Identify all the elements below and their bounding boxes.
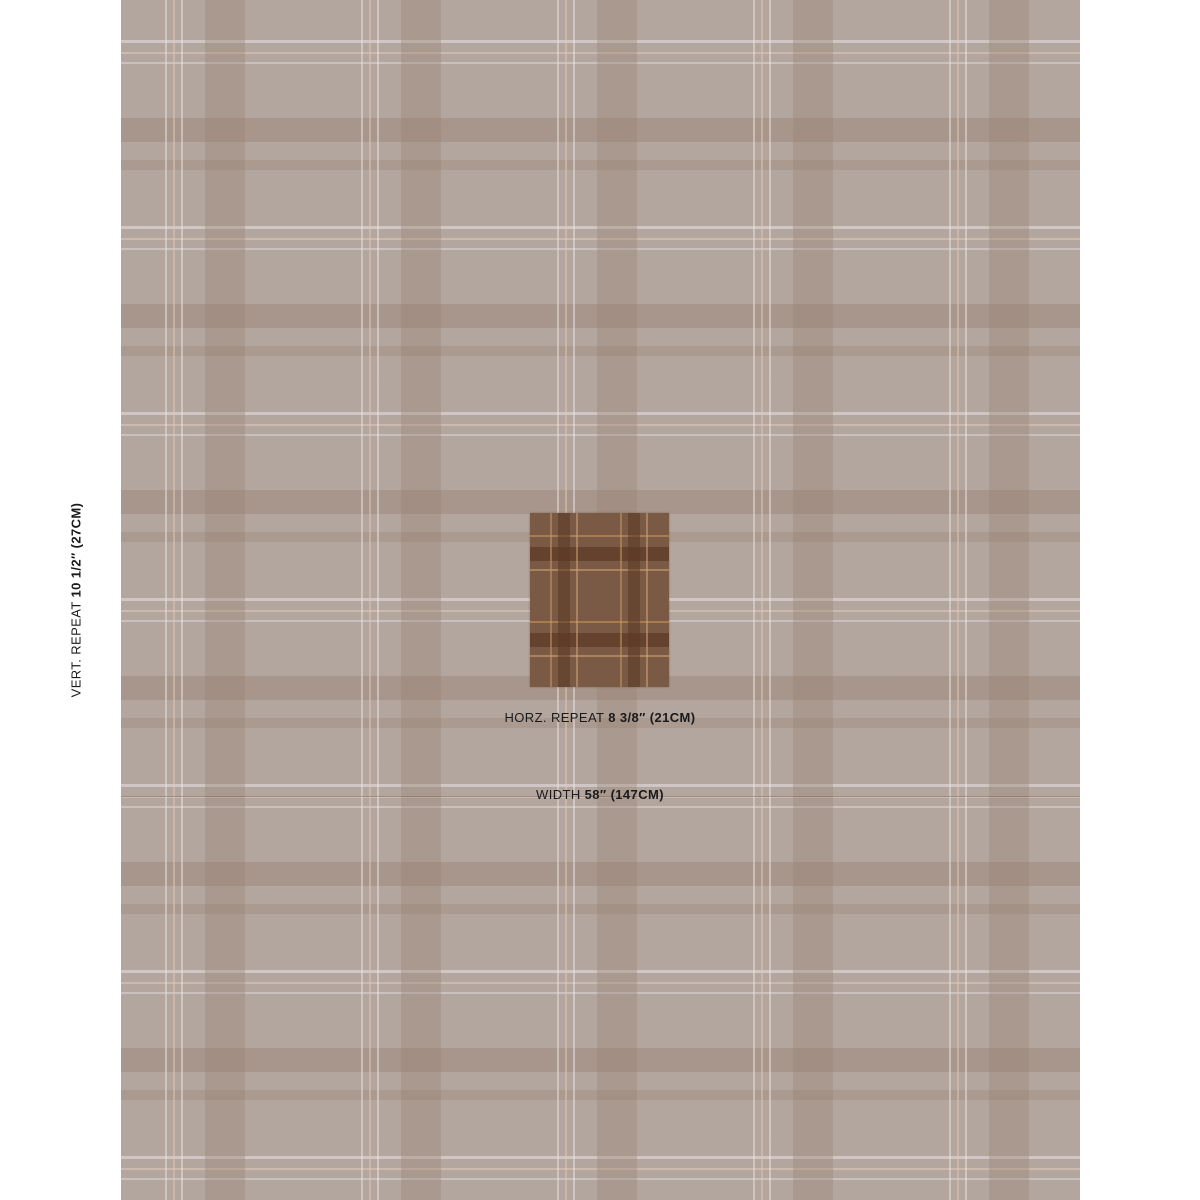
horizontal-repeat-label [0, 710, 1200, 725]
vertical-repeat-value: 10 1/2″ (27CM) [68, 502, 84, 598]
vertical-repeat-prefix: VERT. REPEAT [68, 597, 84, 698]
vertical-repeat-label [69, 503, 84, 698]
horizontal-repeat-prefix: HORZ. REPEAT [504, 710, 609, 725]
width-prefix: WIDTH [536, 787, 585, 802]
fabric-swatch [530, 513, 669, 687]
width-value: 58″ (147CM) [584, 787, 664, 802]
width-label [0, 787, 1200, 802]
horizontal-repeat-value: 8 3/8″ (21CM) [608, 710, 696, 725]
